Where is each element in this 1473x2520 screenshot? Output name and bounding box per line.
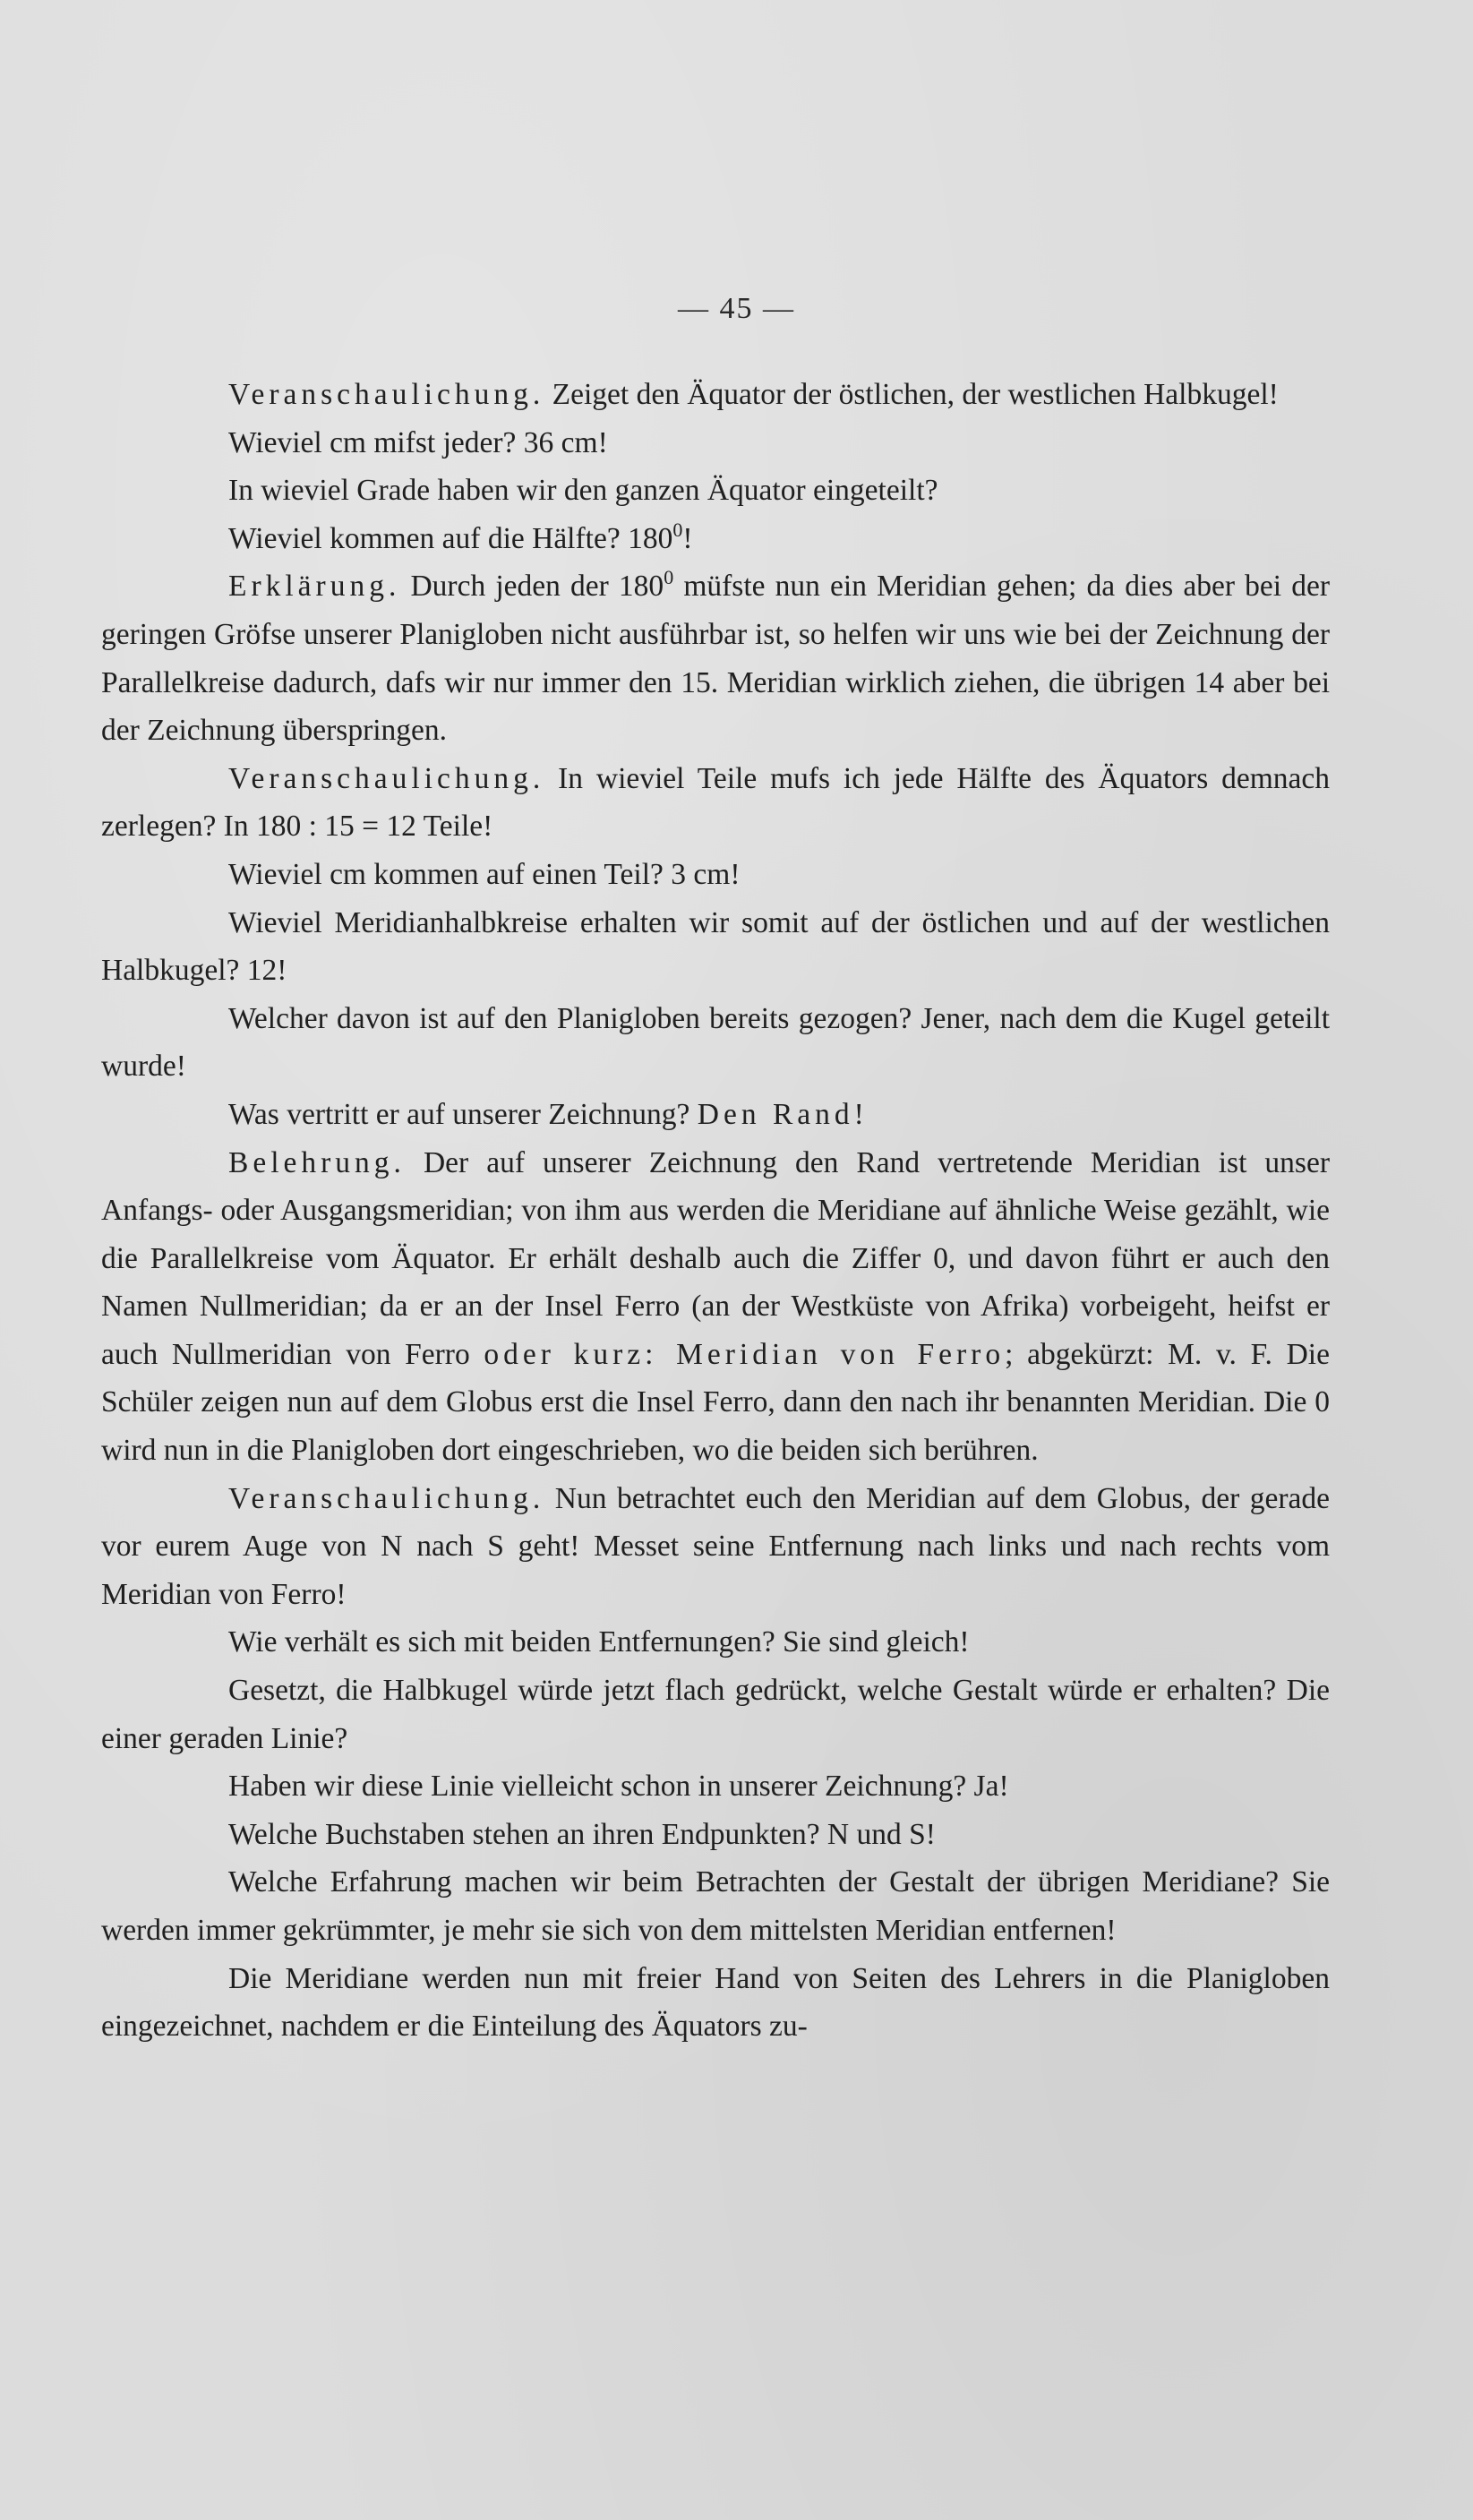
spaced-text: oder kurz: Meridian von Ferro xyxy=(484,1337,1006,1371)
degree-superscript: 0 xyxy=(664,566,674,589)
paragraph xyxy=(101,1618,1330,1667)
text-run: Welche Buchstaben stehen an ihren Endpunkten? N und S! xyxy=(228,1817,936,1851)
text-run: Die Meridiane werden nun mit freier Hand von Seiten des Lehrers in die Planigloben eingezeichnet, nachdem er die Einteilung des Äquators zu- xyxy=(101,1961,1330,2044)
text-run: Durch jeden der 180 xyxy=(400,570,664,604)
paragraph xyxy=(101,1091,1330,1139)
text-run: Wieviel kommen auf die Hälfte? 180 xyxy=(228,521,673,555)
degree-superscript: 0 xyxy=(672,518,683,541)
paragraph xyxy=(101,1475,1330,1619)
text-run: Wieviel cm mifst jeder? 36 cm! xyxy=(228,425,608,459)
paragraph xyxy=(101,515,1330,563)
text-run: ! xyxy=(682,521,693,555)
paragraph xyxy=(101,371,1330,419)
paragraph xyxy=(101,899,1330,995)
text-run: Wieviel Meridianhalbkreise erhalten wir somit auf der östlichen und auf der westlichen Halbkugel? 12! xyxy=(101,905,1330,988)
page-number: — 45 — xyxy=(678,292,795,325)
spaced-text: Erklärung. xyxy=(228,570,401,604)
paragraph xyxy=(101,1139,1330,1475)
text-run: Welche Erfahrung machen wir beim Betrachten der Gestalt der übrigen Meridiane? Sie werden immer gekrümmter, je mehr sie sich von dem mittelsten Meridian entfernen! xyxy=(101,1865,1330,1947)
text-run: In wieviel Teile mufs ich jede Hälfte des Äquators demnach zerlegen? In 180 : 15 = 12 Teile! xyxy=(101,761,1330,844)
paragraph xyxy=(101,467,1330,515)
paragraph xyxy=(101,851,1330,899)
text-run: Haben wir diese Linie vielleicht schon in unserer Zeichnung? Ja! xyxy=(228,1770,1009,1804)
paragraph xyxy=(101,755,1330,851)
spaced-text: Veranschaulichung. xyxy=(228,378,545,411)
text-run: müfste nun ein Meridian gehen; da dies aber bei der geringen Gröfse unserer Planigloben nicht ausführbar ist, so helfen wir uns wie bei der Zeichnung der Parallelkreise dadurch, dafs wir nur immer den 15. Meridian wirklich ziehen, die übrigen 14 aber bei der Zeichnung überspringen. xyxy=(101,570,1330,748)
paragraph xyxy=(101,419,1330,467)
paragraph xyxy=(101,995,1330,1091)
paragraph xyxy=(101,1667,1330,1762)
text-run: Zeiget den Äquator der östlichen, der westlichen Halbkugel! xyxy=(544,378,1279,411)
text-run: Der auf unserer Zeichnung den Rand vertretende Meridian ist unser Anfangs- oder Ausgangsmeridian; von ihm aus werden die Meridiane auf ähnliche Weise gezählt, wie die Parallelkreise vom Äquator. Er erhält deshalb auch die Ziffer 0, und davon führt er auch den Namen Nullmeridian; da er an der Insel Ferro (an der Westküste von Afrika) vorbeigeht, heifst er auch Nullmeridian von Ferro xyxy=(101,1145,1330,1371)
paragraph xyxy=(101,1955,1330,2051)
text-run: Was vertritt er auf unserer Zeichnung? xyxy=(228,1097,698,1131)
text-run: Wieviel cm kommen auf einen Teil? 3 cm! xyxy=(228,857,741,891)
body-text xyxy=(101,371,1330,2051)
spaced-text: Den Rand! xyxy=(697,1097,869,1131)
text-run: Wie verhält es sich mit beiden Entfernungen? Sie sind gleich! xyxy=(228,1625,970,1659)
text-run: ; abgekürzt: M. v. F. Die Schüler zeigen nun auf dem Globus erst die Insel Ferro, dann den nach ihr benannten Meridian. Die 0 wird nun in die Planigloben dort eingeschrieben, wo die beiden sich berühren. xyxy=(101,1337,1330,1468)
text-run: Gesetzt, die Halbkugel würde jetzt flach gedrückt, welche Gestalt würde er erhalten? Die einer geraden Linie? xyxy=(101,1674,1330,1755)
paragraph xyxy=(101,1858,1330,1954)
spaced-text: Veranschaulichung. xyxy=(228,1481,545,1515)
text-run: In wieviel Grade haben wir den ganzen Äquator eingeteilt? xyxy=(228,474,938,508)
paragraph xyxy=(101,1762,1330,1811)
text-run: Nun betrachtet euch den Meridian auf dem Globus, der gerade vor eurem Auge von N nach S geht! Messet seine Entfernung nach links und nach rechts vom Meridian von Ferro! xyxy=(101,1481,1330,1611)
paragraph xyxy=(101,1811,1330,1859)
paragraph xyxy=(101,562,1330,754)
spaced-text: Belehrung. xyxy=(228,1145,406,1179)
spaced-text: Veranschaulichung. xyxy=(228,761,545,795)
text-run: Welcher davon ist auf den Planigloben bereits gezogen? Jener, nach dem die Kugel geteilt wurde! xyxy=(101,1001,1330,1084)
